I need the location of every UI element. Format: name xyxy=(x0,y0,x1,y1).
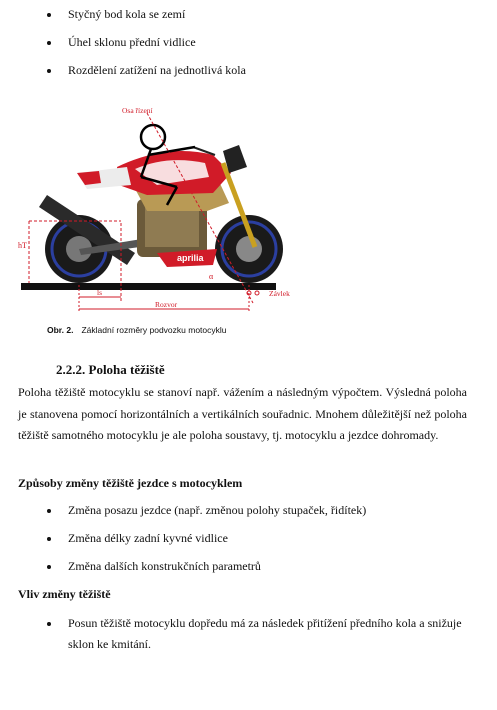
motorcycle-diagram xyxy=(17,103,301,315)
bullet-icon xyxy=(47,622,51,626)
bullet-icon xyxy=(47,565,51,569)
caption-number: Obr. 2. xyxy=(47,325,74,335)
ground-line xyxy=(21,283,276,290)
list-item: Styčný bod kola se zemí xyxy=(47,6,467,23)
mid-bullet-list xyxy=(47,502,467,586)
top-bullet-list xyxy=(47,6,467,90)
section-heading: 2.2.2. Poloha těžiště xyxy=(56,362,165,377)
rider-head xyxy=(141,125,165,149)
last-bullet-list xyxy=(47,613,467,655)
list-item: Úhel sklonu přední vidlice xyxy=(47,34,467,51)
brand-text: aprilia xyxy=(177,253,204,263)
bullet-icon xyxy=(47,509,51,513)
subheading-changes: Způsoby změny těžiště jezdce s motocyklem xyxy=(18,476,243,490)
list-item: Změna posazu jezdce (např. změnou polohy stupaček, řidítek) xyxy=(47,502,467,519)
list-item: Změna dalších konstrukčních parametrů xyxy=(47,558,467,575)
alpha-label: α xyxy=(209,272,214,281)
wheelbase-label: Rozvor xyxy=(155,300,178,309)
subheading-influence: Vliv změny těžiště xyxy=(18,587,111,601)
bullet-icon xyxy=(47,537,51,541)
body-paragraph: Poloha těžiště motocyklu se stanoví např. vážením a následným výpočtem. Výsledná poloha je stanovena pomocí horizontálních a vertikálních souřadnic. Mnohem důležitější než poloha těžiště samotného motocyklu je ale poloha soustavy, tj. motocyklu a jezdce dohromady. xyxy=(18,385,467,442)
steering-axis-label: Osa řízení xyxy=(122,106,153,115)
list-item: Rozdělení zatížení na jednotlivá kola xyxy=(47,62,467,79)
figure-caption xyxy=(47,325,227,335)
list-item: Změna délky zadní kyvné vidlice xyxy=(47,530,467,547)
list-item: Posun těžiště motocyklu dopředu má za následek přitížení předního kola a snižuje sklon ke kmitání. xyxy=(47,613,467,655)
bullet-icon xyxy=(47,13,51,17)
ls-label: ls xyxy=(97,288,103,297)
bullet-icon xyxy=(47,41,51,45)
caption-text: Základní rozměry podvozku motocyklu xyxy=(81,325,227,335)
motorcycle-figure xyxy=(17,103,301,315)
bullet-icon xyxy=(47,69,51,73)
trail-label: Závlek xyxy=(269,289,290,298)
ht-label: hT xyxy=(18,241,27,250)
